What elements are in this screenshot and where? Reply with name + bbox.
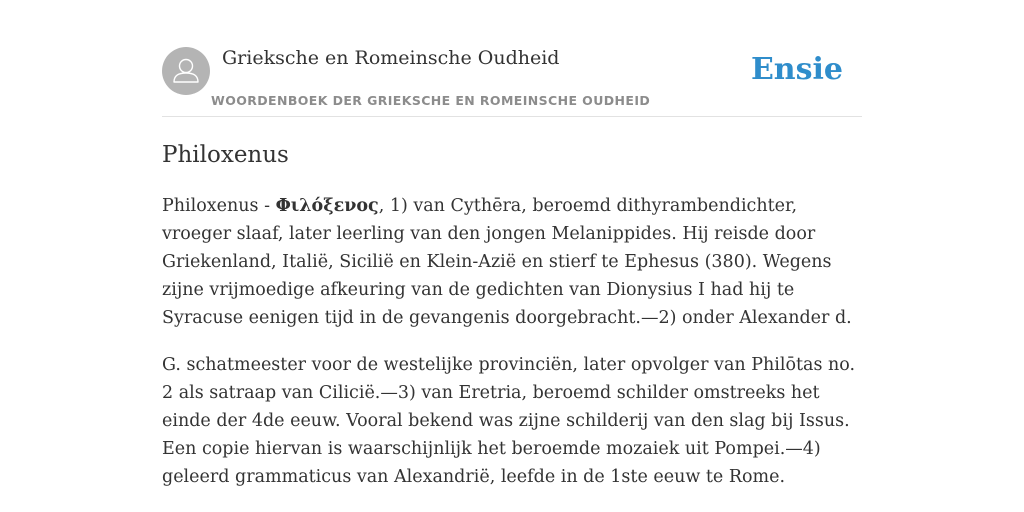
source-avatar[interactable] bbox=[162, 47, 210, 95]
user-icon bbox=[162, 47, 210, 95]
entry-body bbox=[162, 192, 862, 491]
ensie-logo[interactable]: Ensie bbox=[750, 52, 843, 87]
entry-paragraph-2: G. schatmeester voor de westelijke provinciën, later opvolger van Philōtas no. 2 als satraap van Cilicië.—3) van Eretria, beroemd schilder omstreeks het einde der 4de eeuw. Vooral bekend was zijne schilderij van den slag bij Issus. Een copie hiervan is waarschijnlijk het beroemde mozaiek uit Pompei.—4) geleerd grammaticus van Alexandrië, leefde in de 1ste eeuw te Rome. bbox=[162, 355, 856, 487]
source-title[interactable]: Grieksche en Romeinsche Oudheid bbox=[222, 47, 560, 69]
entry-text-1: , 1) van Cythēra, beroemd dithyrambendichter, vroeger slaaf, later leerling van den jongen Melanippides. Hij reisde door Griekenland, Italië, Sicilië en Klein-Azië en stierf te Ephesus (380). Wegens zijne vrijmoedige afkeuring van de gedichten van Dionysius I had hij te Syracuse eenigen tijd in de gevangenis doorgebracht.—2) onder Alexander d. bbox=[162, 196, 852, 328]
source-header bbox=[162, 46, 862, 117]
entry-title: Philoxenus bbox=[162, 142, 289, 168]
greek-term: Φιλόξενος bbox=[275, 196, 379, 216]
source-subtitle: WOORDENBOEK DER GRIEKSCHE EN ROMEINSCHE OUDHEID bbox=[211, 93, 651, 108]
entry-lead: Philoxenus - bbox=[162, 196, 276, 216]
entry-paragraph-1 bbox=[162, 192, 862, 332]
